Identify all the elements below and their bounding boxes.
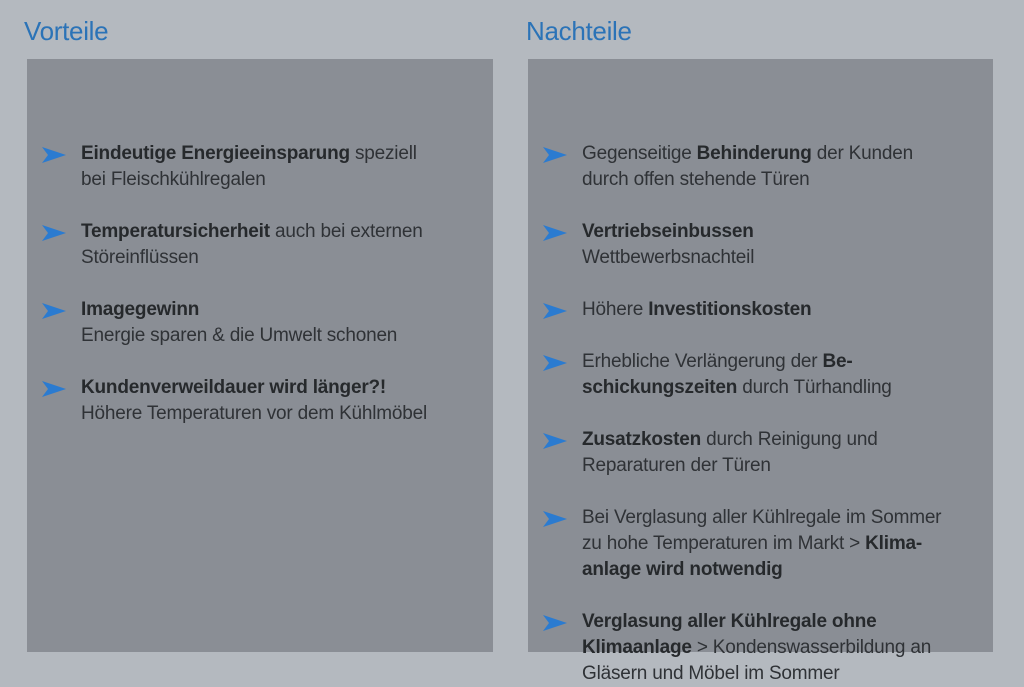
disadvantage-item xyxy=(542,427,985,479)
plain-text: Höhere Temperaturen vor dem Kühlmöbel xyxy=(81,403,428,424)
item-line xyxy=(582,349,985,375)
bold-text: Eindeutige Energieeinsparung xyxy=(81,143,350,164)
item-line xyxy=(81,245,485,271)
arrow-bullet-icon xyxy=(542,224,568,242)
plain-text: Gläsern und Möbel im Sommer xyxy=(582,663,840,684)
item-line xyxy=(582,453,985,479)
item-line xyxy=(582,531,985,557)
bold-text: Zusatzkosten xyxy=(582,429,702,450)
advantage-item xyxy=(41,141,485,193)
arrow-bullet-icon xyxy=(542,510,568,528)
plain-text: Gegenseitige xyxy=(582,143,697,164)
bold-text: anlage wird notwendig xyxy=(582,559,783,580)
advantages-panel xyxy=(27,59,493,652)
advantage-item xyxy=(41,375,485,427)
plain-text: Wettbewerbsnachteil xyxy=(582,247,755,268)
item-line xyxy=(582,141,985,167)
plain-text: auch bei externen xyxy=(269,221,423,242)
item-line xyxy=(582,557,985,583)
disadvantage-item xyxy=(542,609,985,687)
disadvantage-item xyxy=(542,141,985,193)
item-line xyxy=(81,167,485,193)
item-line xyxy=(582,297,985,323)
bold-text: Klimaanlage xyxy=(582,637,692,658)
arrow-bullet-icon xyxy=(41,302,67,320)
arrow-bullet-icon xyxy=(41,146,67,164)
plain-text: durch offen stehende Türen xyxy=(582,169,810,190)
disadvantage-item xyxy=(542,349,985,401)
plain-text: Höhere xyxy=(582,299,649,320)
item-line xyxy=(81,323,485,349)
bold-text: Investitionskosten xyxy=(648,299,812,320)
plain-text: Störeinflüssen xyxy=(81,247,199,268)
arrow-bullet-icon xyxy=(41,224,67,242)
arrow-bullet-icon xyxy=(41,380,67,398)
item-line xyxy=(582,245,985,271)
plain-text: Reparaturen der Türen xyxy=(582,455,771,476)
advantage-item xyxy=(41,297,485,349)
plain-text: der Kunden xyxy=(811,143,913,164)
plain-text: Energie sparen & die Umwelt schonen xyxy=(81,325,398,346)
item-line xyxy=(81,219,485,245)
bold-text: Behinderung xyxy=(696,143,812,164)
plain-text: zu hohe Temperaturen im Markt > xyxy=(582,533,866,554)
advantages-heading: Vorteile xyxy=(24,16,109,46)
item-line xyxy=(81,401,485,427)
item-line xyxy=(582,661,985,687)
bold-text: Temperatursicherheit xyxy=(81,221,270,242)
bold-text: Be- xyxy=(822,351,853,372)
plain-text: speziell xyxy=(349,143,417,164)
advantage-item xyxy=(41,219,485,271)
bold-text: Imagegewinn xyxy=(81,299,200,320)
bold-text: Klima- xyxy=(865,533,923,554)
plain-text: durch Reinigung und xyxy=(701,429,878,450)
arrow-bullet-icon xyxy=(542,614,568,632)
item-line xyxy=(582,609,985,635)
item-line xyxy=(81,375,485,401)
arrow-bullet-icon xyxy=(542,146,568,164)
arrow-bullet-icon xyxy=(542,302,568,320)
plain-text: durch Türhandling xyxy=(737,377,892,398)
bold-text: Vertriebseinbussen xyxy=(582,221,754,242)
arrow-bullet-icon xyxy=(542,432,568,450)
bold-text: Verglasung aller Kühlregale ohne xyxy=(582,611,877,632)
plain-text: bei Fleischkühlregalen xyxy=(81,169,266,190)
plain-text: Bei Verglasung aller Kühlregale im Sommer xyxy=(582,507,942,528)
bold-text: Kundenverweildauer wird länger?! xyxy=(81,377,387,398)
item-line xyxy=(582,219,985,245)
item-line xyxy=(81,141,485,167)
item-line xyxy=(81,297,485,323)
item-line xyxy=(582,167,985,193)
item-line xyxy=(582,427,985,453)
item-line xyxy=(582,375,985,401)
disadvantage-item xyxy=(542,505,985,583)
item-line xyxy=(582,505,985,531)
arrow-bullet-icon xyxy=(542,354,568,372)
item-line xyxy=(582,635,985,661)
plain-text: > Kondenswasserbildung an xyxy=(691,637,932,658)
plain-text: Erhebliche Verlängerung der xyxy=(582,351,823,372)
disadvantages-heading: Nachteile xyxy=(526,16,632,46)
bold-text: schickungszeiten xyxy=(582,377,738,398)
disadvantage-item xyxy=(542,219,985,271)
disadvantage-item xyxy=(542,297,985,323)
disadvantages-panel xyxy=(528,59,993,684)
